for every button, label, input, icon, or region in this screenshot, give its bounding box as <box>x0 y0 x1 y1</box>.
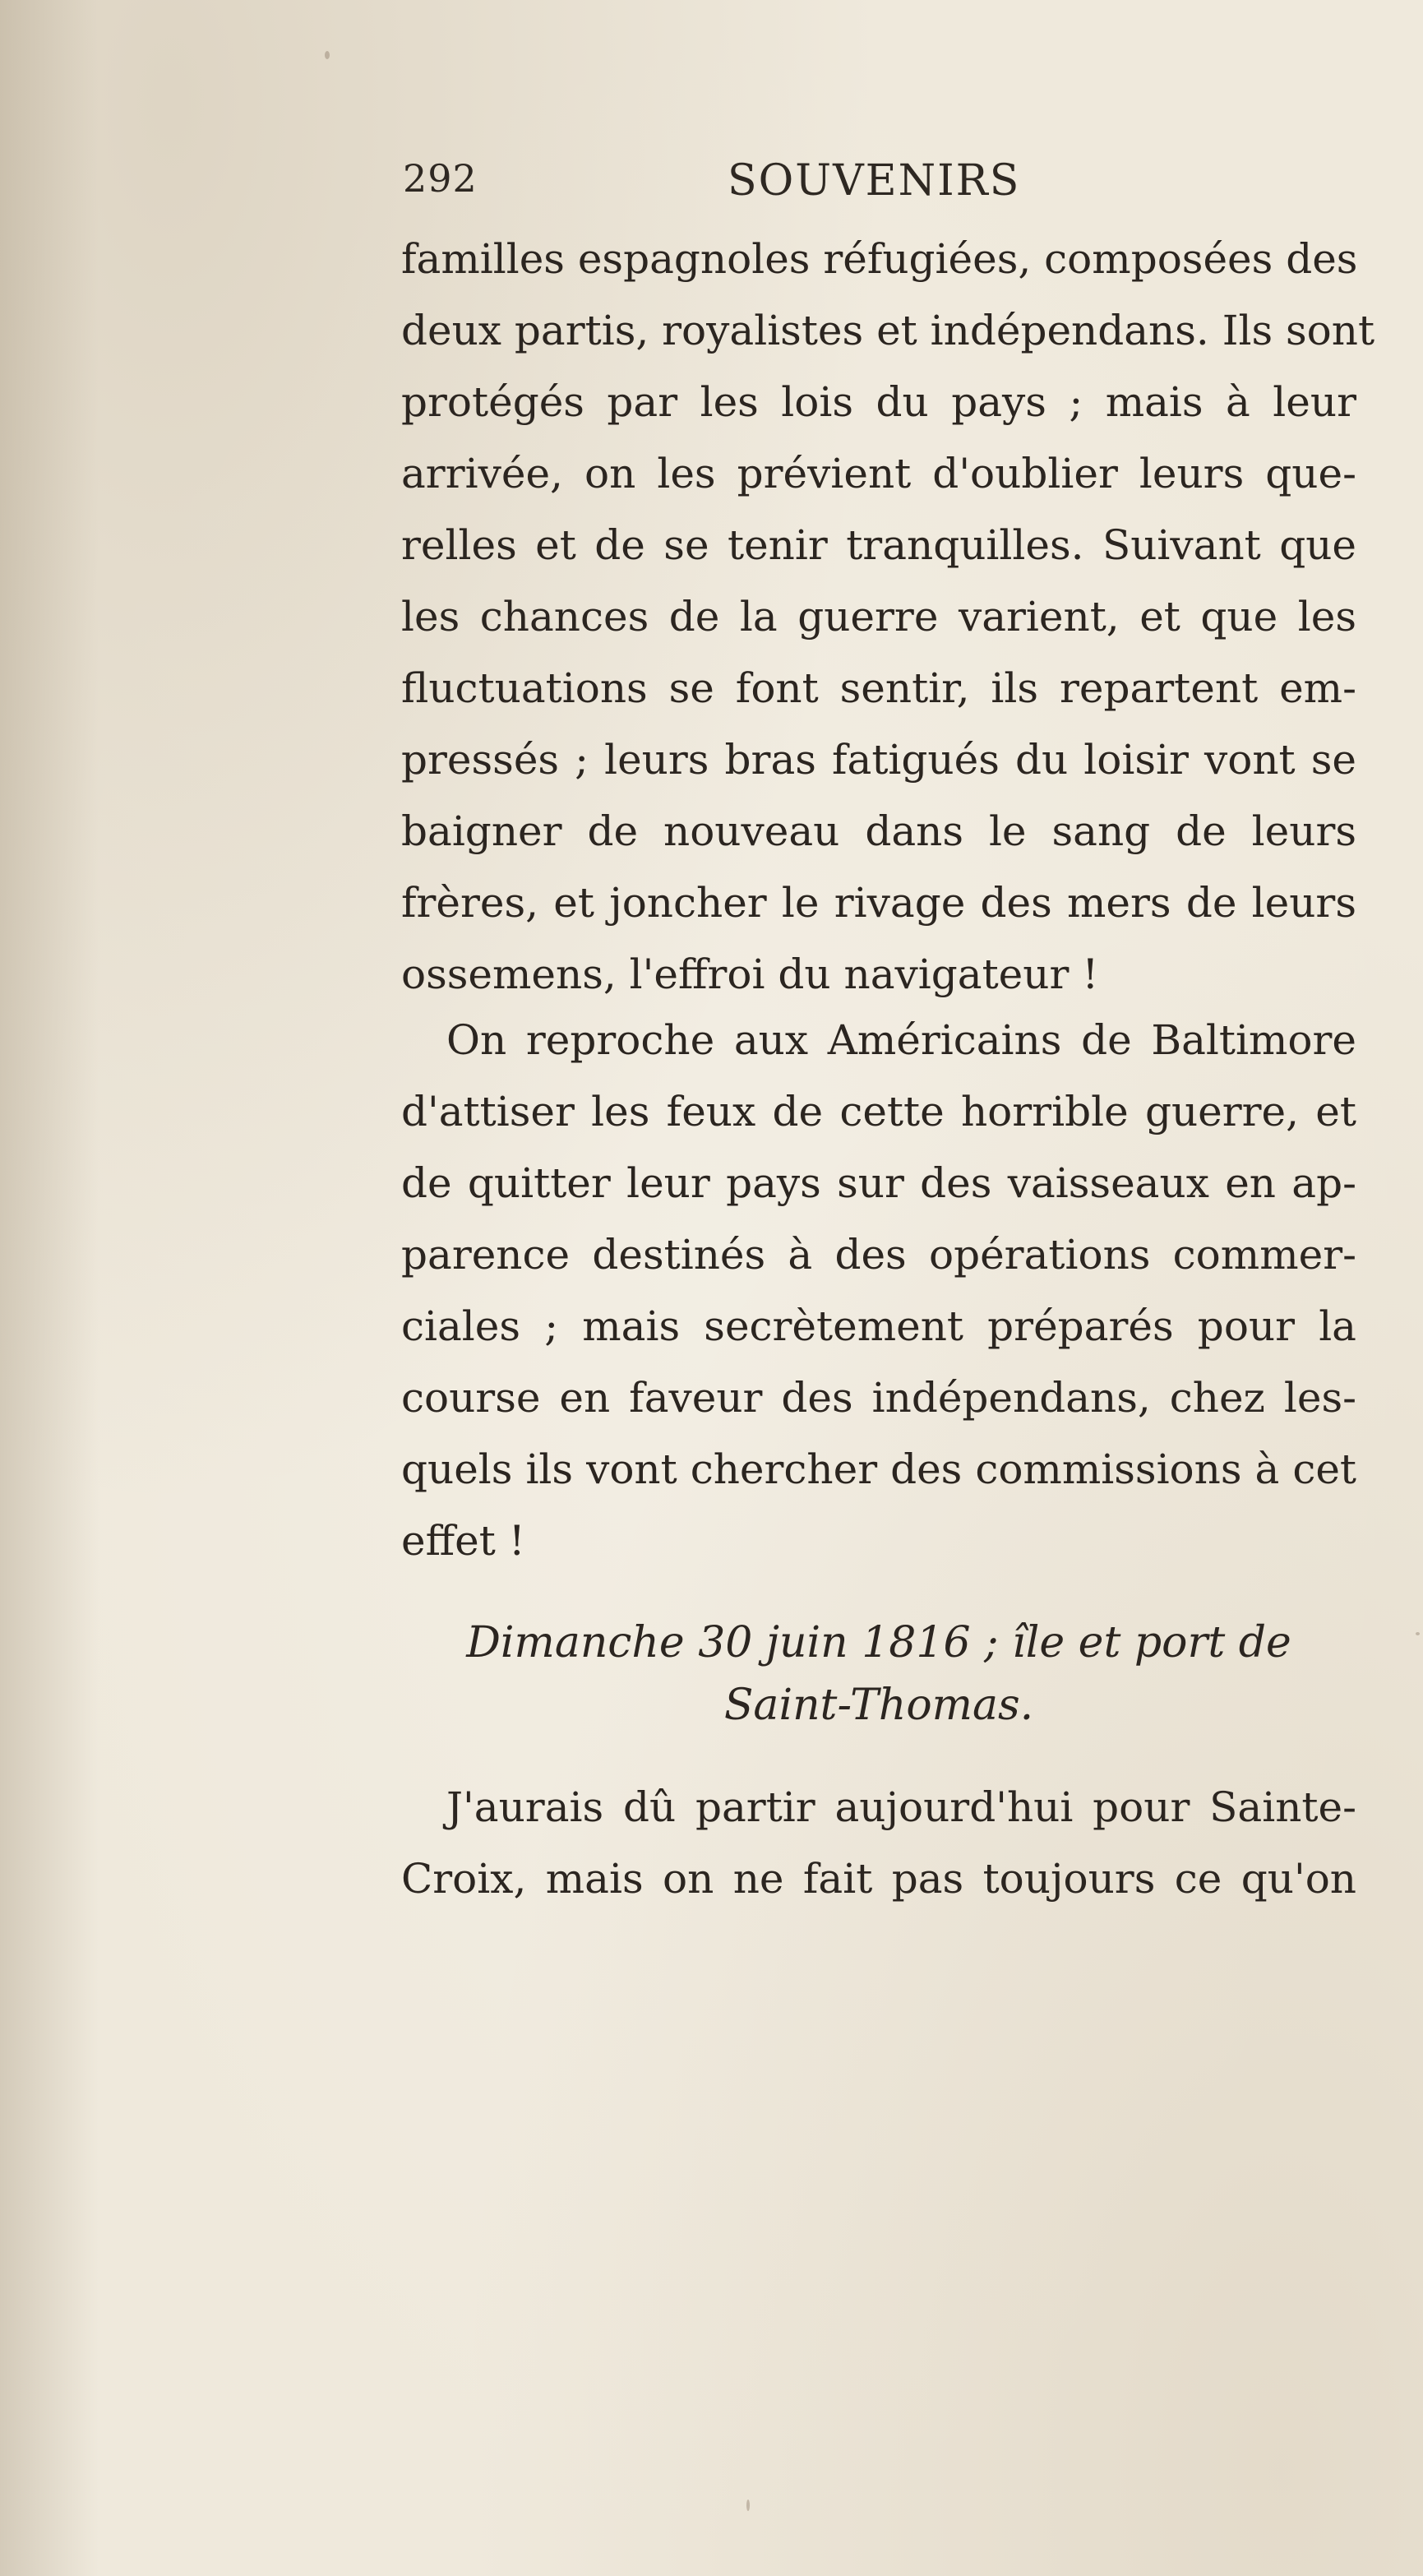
running-title: SOUVENIRS <box>728 156 1021 206</box>
text-line: Croix, mais on ne fait pas toujours ce qu'on <box>401 1855 1356 1903</box>
text-line: fluctuations se font sentir, ils repartent em- <box>401 664 1356 712</box>
text-line: pressés ; leurs bras fatigués du loisir vont se <box>401 736 1356 784</box>
text-line: familles espagnoles réfugiées, composées des <box>401 235 1358 283</box>
dateline-heading <box>401 1612 1356 1737</box>
text-line: de quitter leur pays sur des vaisseaux en ap- <box>401 1159 1356 1207</box>
paragraph-continuation <box>401 224 1375 1011</box>
paper-speck <box>746 2500 750 2511</box>
text-line: d'attiser les feux de cette horrible guerre, et <box>401 1088 1356 1135</box>
text-line: deux partis, royalistes et indépendans. Ils sont <box>401 307 1375 354</box>
text-line: quels ils vont chercher des commissions à cet <box>401 1445 1356 1493</box>
text-line: On reproche aux Américains de Baltimore <box>446 1016 1356 1064</box>
dateline-line-2: Saint-Thomas. <box>723 1681 1034 1730</box>
text-line: J'aurais dû partir aujourd'hui pour Sainte- <box>446 1783 1356 1831</box>
text-line: effet ! <box>401 1517 525 1565</box>
page-number: 292 <box>403 156 478 201</box>
paragraph-sainte-croix <box>401 1772 1356 1915</box>
gutter-shadow <box>0 0 99 2576</box>
text-line: les chances de la guerre varient, et que les <box>401 593 1356 641</box>
text-line: baigner de nouveau dans le sang de leurs <box>401 807 1356 855</box>
text-line: frères, et joncher le rivage des mers de leurs <box>401 879 1356 927</box>
text-line: relles et de se tenir tranquilles. Suivant que <box>401 521 1356 569</box>
text-line: parence destinés à des opérations commer- <box>401 1231 1356 1279</box>
text-line: protégés par les lois du pays ; mais à leur <box>401 378 1356 426</box>
paragraph-baltimore <box>401 1005 1356 1577</box>
text-line: course en faveur des indépendans, chez les- <box>401 1374 1356 1422</box>
text-line: arrivée, on les prévient d'oublier leurs que- <box>401 450 1356 497</box>
dateline-line-1: Dimanche 30 juin 1816 ; île et port de <box>466 1618 1291 1667</box>
paper-speck <box>1416 1632 1420 1635</box>
text-line: ossemens, l'effroi du navigateur ! <box>401 950 1099 998</box>
text-line: ciales ; mais secrètement préparés pour la <box>401 1302 1356 1350</box>
paper-speck <box>325 51 330 59</box>
